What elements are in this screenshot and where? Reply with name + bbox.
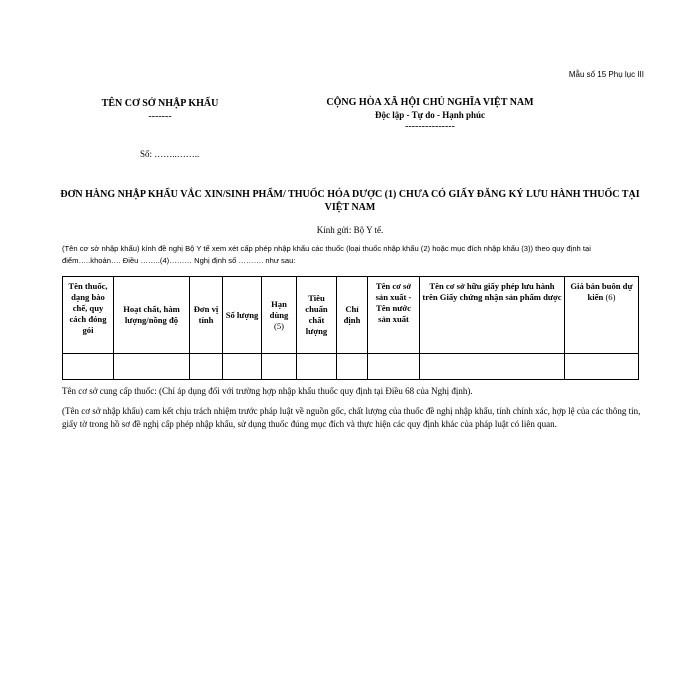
import-order-table [62, 276, 639, 380]
expiry-note: (5) [273, 320, 285, 331]
col-header-manufacturer: Tên cơ sở sản xuất - Tên nước sản xuất [368, 277, 420, 354]
col-header-active-ingredient: Hoạt chất, hàm lượng/nồng độ [114, 277, 190, 354]
col-header-unit: Đơn vị tính [190, 277, 223, 354]
importer-name: TÊN CƠ SỞ NHẬP KHẨU [101, 98, 219, 109]
table-cell [297, 354, 337, 380]
table-row [63, 354, 639, 380]
price-note: (6) [605, 292, 616, 302]
table-cell [337, 354, 368, 380]
table-cell [114, 354, 190, 380]
col-header-license-holder: Tên cơ sở hữu giấy phép lưu hành trên Giấy chứng nhận sản phẩm dược [420, 277, 565, 354]
form-code: Mẫu số 15 Phụ lục III [568, 70, 644, 79]
importer-header [80, 97, 240, 123]
col-header-drug-name: Tên thuốc, dạng bào chế, quy cách đóng gói [63, 277, 114, 354]
table-cell [223, 354, 262, 380]
col-header-quantity: Số lượng [223, 277, 262, 354]
table-cell [63, 354, 114, 380]
table-cell [190, 354, 223, 380]
table-header-row [63, 277, 639, 354]
importer-underline: ------- [148, 111, 172, 122]
national-header [300, 97, 560, 133]
national-title: CỘNG HÒA XÃ HỘI CHỦ NGHĨA VIỆT NAM [326, 97, 534, 108]
col-header-indication: Chỉ định [337, 277, 368, 354]
national-motto: Độc lập - Tự do - Hạnh phúc [374, 110, 485, 120]
intro-paragraph: (Tên cơ sở nhập khẩu) kính đề nghị Bộ Y tế xem xét cấp phép nhập khẩu các thuốc (loại thuốc nhập khẩu (2) hoặc mục đích nhập khẩu (3)) theo quy định tại điểm…..khoản…. Điều ……..(4)……… Nghị định số ………. như sau: [62, 244, 591, 265]
table-cell [368, 354, 420, 380]
col-header-quality-standard: Tiêu chuẩn chất lượng [297, 277, 337, 354]
document-title: ĐƠN HÀNG NHẬP KHẨU VẮC XIN/SINH PHẨM/ THUỐC HÓA DƯỢC (1) CHƯA CÓ GIẤY ĐĂNG KÝ LƯU HÀNH THUỐC TẠI VIỆT NAM [60, 189, 640, 213]
supplier-line: Tên cơ sở cung cấp thuốc: (Chỉ áp dụng đối với trường hợp nhập khẩu thuốc quy định tại Điều 68 của Nghị định). [62, 386, 473, 396]
table-cell [565, 354, 639, 380]
col-header-expiry: Hạn dùng (5) [262, 277, 297, 354]
table-cell [262, 354, 297, 380]
national-underline: --------------- [405, 121, 455, 132]
table-cell [420, 354, 565, 380]
commitment-paragraph: (Tên cơ sở nhập khẩu) cam kết chịu trách nhiệm trước pháp luật về nguồn gốc, chất lượng của thuốc đề nghị nhập khẩu, tính chính xác, hợp lệ của các thông tin, giấy tờ trong hồ sơ đề nghị cấp phép nhập khẩu, sử dụng thuốc đúng mục đích và thực hiện các quy định khác của pháp luật có liên quan. [62, 406, 641, 429]
col-header-price: Giá bán buôn dự kiến (6) [565, 277, 639, 354]
document-number: Số: ……..…….. [140, 149, 200, 159]
addressee: Kính gửi: Bộ Y tế. [316, 225, 384, 235]
